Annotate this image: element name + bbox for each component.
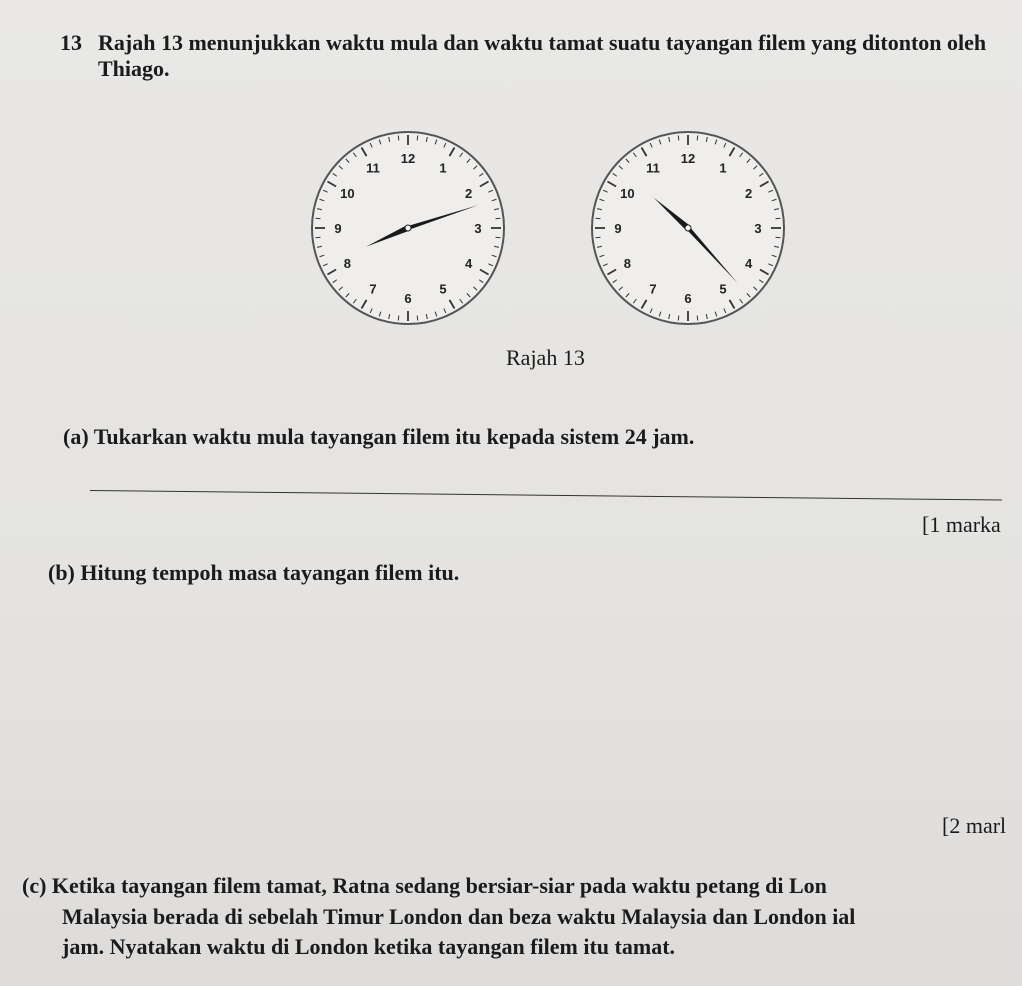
end-clock-face — [586, 126, 790, 330]
start-clock-tick — [496, 218, 501, 219]
end-clock-tick — [678, 316, 679, 321]
end-clock-numeral: 6 — [684, 291, 692, 306]
start-clock-face — [306, 126, 510, 330]
start-clock-numeral: 5 — [439, 281, 447, 297]
end-clock-numeral: 10 — [620, 186, 635, 201]
end-clock-numeral: 8 — [623, 256, 631, 271]
start-clock-numeral: 10 — [340, 186, 355, 201]
part-a-marks: [1 marka — [922, 512, 1001, 537]
start-clock-numeral: 9 — [334, 221, 342, 236]
end-clock-tick — [776, 218, 781, 219]
start-clock-numeral: 3 — [474, 221, 482, 236]
part-b-question: (b) Hitung tempoh masa tayangan filem itu. — [48, 560, 460, 585]
figure-caption: Rajah 13 — [506, 345, 585, 370]
start-clock-tick — [417, 136, 418, 141]
end-clock-numeral: 11 — [646, 160, 660, 176]
end-clock-numeral: 2 — [745, 186, 753, 201]
end-clock-tick — [596, 237, 601, 238]
start-clock-numeral: 7 — [369, 281, 377, 297]
end-clock-hub — [685, 225, 691, 231]
start-clock-numeral: 4 — [465, 256, 473, 271]
end-clock-tick — [697, 316, 698, 321]
end-clock-numeral: 1 — [719, 160, 727, 176]
answer-line — [90, 490, 1002, 501]
part-b-marks: [2 marl — [942, 813, 1007, 838]
end-clock-tick — [678, 136, 679, 141]
end-clock-tick — [596, 218, 601, 219]
part-a-question: (a) Tukarkan waktu mula tayangan filem itu kepada sistem 24 jam. — [63, 424, 695, 449]
question-number: 13 — [60, 30, 82, 55]
end-time-clock — [586, 126, 790, 335]
start-clock-numeral: 6 — [404, 291, 412, 306]
start-clock-tick — [496, 237, 501, 238]
part-c-question-line3: jam. Nyatakan waktu di London ketika tayangan filem itu tamat. — [62, 934, 676, 959]
end-clock-numeral: 9 — [614, 221, 622, 236]
end-clock-tick — [697, 136, 698, 141]
start-clock-numeral: 11 — [366, 160, 380, 176]
question-stem-line2: Thiago. — [98, 56, 170, 81]
end-clock-numeral: 7 — [649, 281, 657, 297]
start-clock-hub — [405, 225, 411, 231]
start-clock-numeral: 12 — [400, 151, 416, 166]
start-clock-tick — [316, 237, 321, 238]
part-c-question-line1: (c) Ketika tayangan filem tamat, Ratna sedang bersiar-siar pada waktu petang di Lon — [22, 873, 827, 898]
start-clock-tick — [398, 316, 399, 321]
end-clock-numeral: 5 — [719, 281, 727, 297]
start-clock-tick — [316, 218, 321, 219]
start-clock-numeral: 8 — [343, 256, 351, 271]
start-clock-tick — [398, 136, 399, 141]
start-clock-numeral: 1 — [439, 160, 447, 176]
start-clock-numeral: 2 — [465, 186, 473, 201]
end-clock-numeral: 3 — [754, 221, 762, 236]
end-clock-tick — [776, 237, 781, 238]
question-stem-line1: Rajah 13 menunjukkan waktu mula dan waktu tamat suatu tayangan filem yang ditonton oleh — [98, 30, 987, 55]
end-clock-numeral: 4 — [745, 256, 753, 271]
start-time-clock — [306, 126, 510, 335]
start-clock-tick — [417, 316, 418, 321]
end-clock-numeral: 12 — [680, 151, 696, 166]
part-c-question-line2: Malaysia berada di sebelah Timur London dan beza waktu Malaysia dan London ial — [62, 904, 856, 929]
